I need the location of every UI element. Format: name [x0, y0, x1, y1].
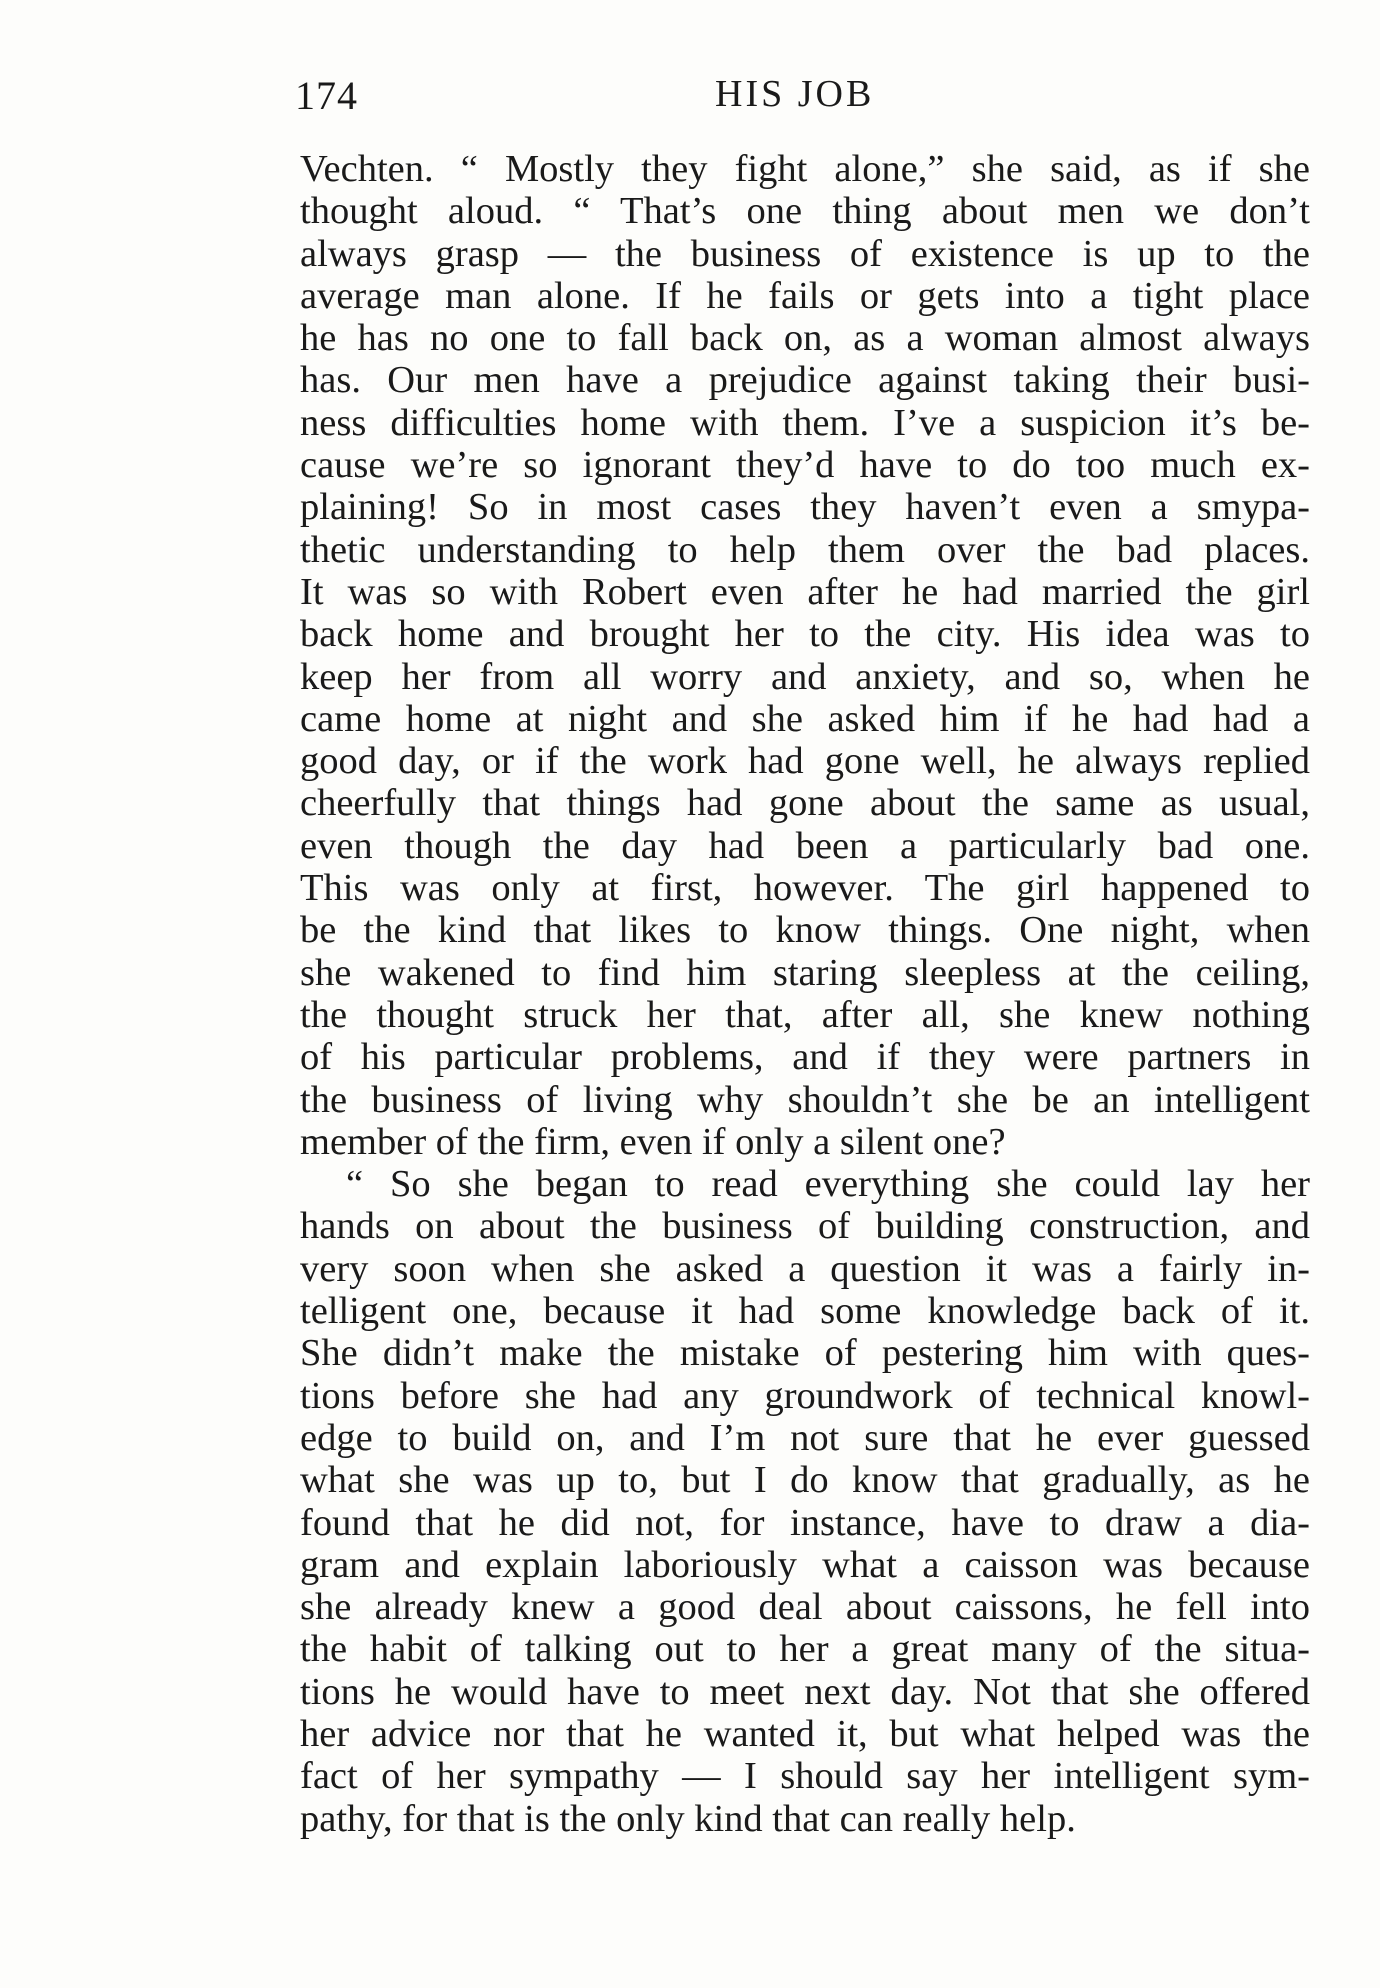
text-line: the habit of talking out to her a great many of the situa-	[300, 1628, 1310, 1671]
text-line: She didn’t make the mistake of pestering him with ques-	[300, 1332, 1310, 1375]
text-line: she wakened to find him staring sleepless at the ceiling,	[300, 951, 1310, 994]
text-line: she already knew a good deal about caissons, he fell into	[300, 1586, 1310, 1629]
text-line: thought aloud. “ That’s one thing about men we don’t	[300, 190, 1310, 233]
text-line: thetic understanding to help them over the bad places.	[300, 528, 1310, 571]
text-line: plaining! So in most cases they haven’t even a smypa-	[300, 486, 1310, 529]
text-line: the thought struck her that, after all, she knew nothing	[300, 993, 1310, 1036]
text-line: gram and explain laboriously what a caisson was because	[300, 1543, 1310, 1586]
running-head: HIS JOB	[715, 73, 875, 115]
text-line: hands on about the business of building construction, and	[300, 1205, 1310, 1248]
text-line: found that he did not, for instance, have to draw a dia-	[300, 1501, 1310, 1544]
text-line: even though the day had been a particularly bad one.	[300, 824, 1310, 867]
text-line: Vechten. “ Mostly they fight alone,” she said, as if she	[300, 148, 1310, 190]
text-line: ness difficulties home with them. I’ve a suspicion it’s be-	[300, 401, 1310, 444]
text-line: It was so with Robert even after he had married the girl	[300, 570, 1310, 613]
page-header	[295, 72, 1305, 132]
text-line: average man alone. If he fails or gets into a tight place	[300, 274, 1310, 317]
text-line: always grasp — the business of existence is up to the	[300, 232, 1310, 275]
text-line: tions he would have to meet next day. Not that she offered	[300, 1670, 1310, 1713]
text-line: be the kind that likes to know things. One night, when	[300, 909, 1310, 952]
text-line: what she was up to, but I do know that gradually, as he	[300, 1459, 1310, 1502]
text-line: fact of her sympathy — I should say her intelligent sym-	[300, 1755, 1310, 1798]
page-number: 174	[295, 73, 358, 118]
text-line: telligent one, because it had some knowledge back of it.	[300, 1290, 1310, 1333]
text-line: came home at night and she asked him if he had had a	[300, 697, 1310, 740]
text-line: keep her from all worry and anxiety, and so, when he	[300, 655, 1310, 698]
text-line: tions before she had any groundwork of technical knowl-	[300, 1374, 1310, 1417]
text-line: cheerfully that things had gone about the same as usual,	[300, 782, 1310, 825]
text-line: of his particular problems, and if they were partners in	[300, 1036, 1310, 1079]
text-line: good day, or if the work had gone well, he always replied	[300, 740, 1310, 783]
text-line: has. Our men have a prejudice against taking their busi-	[300, 359, 1310, 402]
text-line: cause we’re so ignorant they’d have to do too much ex-	[300, 444, 1310, 487]
paragraph-end-line: pathy, for that is the only kind that can really help.	[300, 1797, 1076, 1840]
body-text	[300, 148, 1310, 1840]
text-line: he has no one to fall back on, as a woman almost always	[300, 317, 1310, 360]
text-line: edge to build on, and I’m not sure that he ever guessed	[300, 1416, 1310, 1459]
text-line: This was only at first, however. The girl happened to	[300, 867, 1310, 910]
text-line: her advice nor that he wanted it, but what helped was the	[300, 1712, 1310, 1755]
text-line: the business of living why shouldn’t she be an intelligent	[300, 1078, 1310, 1121]
paragraph-start-line: “ So she began to read everything she could lay her	[346, 1163, 1310, 1206]
paragraph-end-line: member of the firm, even if only a silent one?	[300, 1120, 1006, 1163]
text-line: very soon when she asked a question it was a fairly in-	[300, 1247, 1310, 1290]
text-line: back home and brought her to the city. His idea was to	[300, 613, 1310, 656]
